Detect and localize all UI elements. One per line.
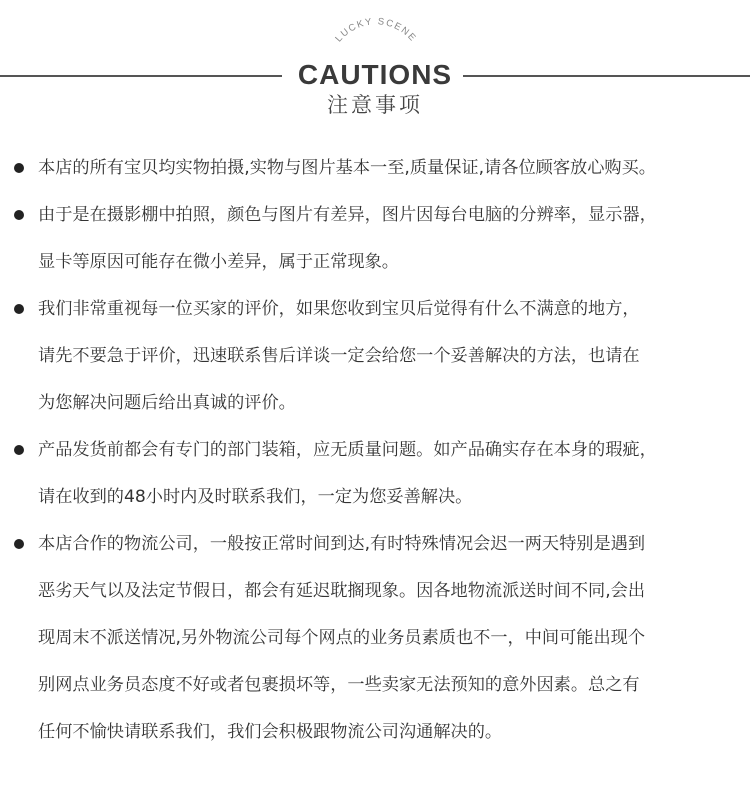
page-subtitle: 注意事项: [327, 93, 423, 117]
bullet-icon: [14, 445, 24, 455]
notice-item: [0, 286, 750, 427]
notice-line: 产品发货前都会有专门的部门装箱，应无质量问题。如产品确实存在本身的瑕疵，: [38, 440, 657, 460]
header: [0, 0, 750, 130]
bullet-icon: [14, 163, 24, 173]
notice-item: [0, 427, 750, 521]
brand-text: LUCKY SCENE: [333, 16, 419, 45]
notice-line: 我们非常重视每一位买家的评价，如果您收到宝贝后觉得有什么不满意的地方，: [38, 299, 640, 319]
notice-line: 显卡等原因可能存在微小差异，属于正常现象。: [38, 252, 399, 272]
bullet-icon: [14, 304, 24, 314]
notice-item: [0, 145, 750, 192]
notice-line: 由于是在摄影棚中拍照，颜色与图片有差异，图片因每台电脑的分辨率，显示器，: [38, 205, 657, 225]
notice-line: 为您解决问题后给出真诚的评价。: [38, 393, 296, 413]
notice-line: 现周末不派送情况,另外物流公司每个网点的业务员素质也不一，中间可能出现个: [38, 628, 646, 648]
notice-line: 别网点业务员态度不好或者包裹损坏等，一些卖家无法预知的意外因素。总之有: [38, 675, 640, 695]
notice-list: [0, 145, 750, 756]
bullet-icon: [14, 210, 24, 220]
notice-item: [0, 521, 750, 756]
notice-line: 任何不愉快请联系我们，我们会积极跟物流公司沟通解决的。: [38, 722, 503, 742]
page-title: CAUTIONS: [297, 59, 453, 90]
notice-line: 本店合作的物流公司，一般按正常时间到达,有时特殊情况会迟一两天特别是遇到: [38, 534, 646, 554]
svg-text:LUCKY SCENE: [333, 16, 418, 44]
notice-line: 请在收到的48小时内及时联系我们，一定为您妥善解决。: [38, 487, 473, 507]
notice-line: 本店的所有宝贝均实物拍摄,实物与图片基本一至,质量保证,请各位顾客放心购买。: [38, 158, 656, 178]
notice-line: 请先不要急于评价，迅速联系售后详谈一定会给您一个妥善解决的方法，也请在: [38, 346, 640, 366]
notice-line: 恶劣天气以及法定节假日，都会有延迟耽搁现象。因各地物流派送时间不同,会出: [38, 581, 646, 601]
notice-item: [0, 192, 750, 286]
bullet-icon: [14, 539, 24, 549]
brand-logo: [0, 14, 750, 54]
